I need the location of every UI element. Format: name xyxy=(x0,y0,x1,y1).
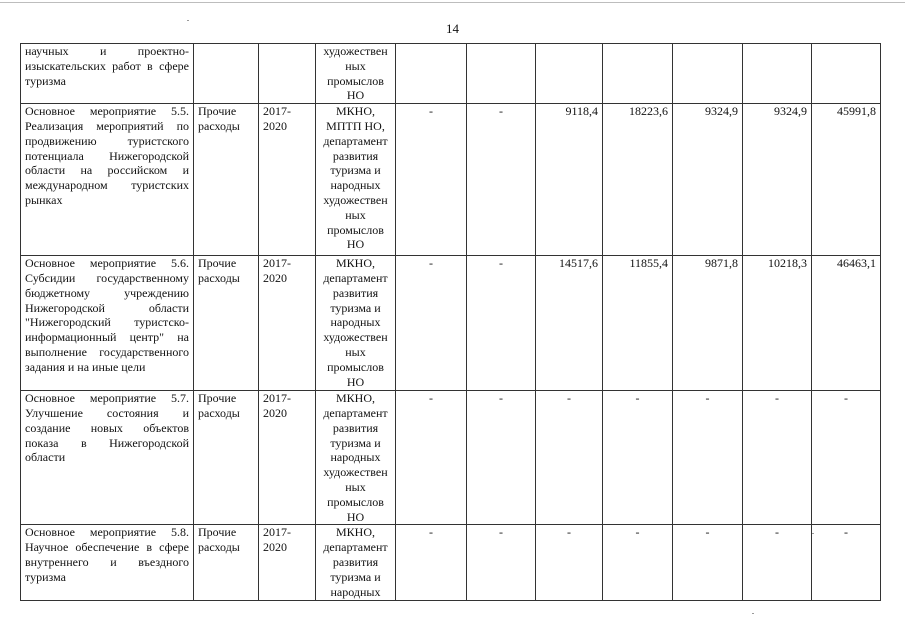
value-cell: - xyxy=(603,525,673,601)
value-cell: 45991,8 xyxy=(812,104,881,256)
value-cell: - xyxy=(603,391,673,525)
value-cell: 9324,9 xyxy=(743,104,812,256)
expense-type-cell: Прочие расходы xyxy=(194,104,259,256)
value-cell: - xyxy=(743,391,812,525)
activity-name-cell: научных и проектно-изыскательских работ в сфере туризма xyxy=(21,44,194,104)
value-cell: 14517,6 xyxy=(536,256,603,391)
value-cell: 9118,4 xyxy=(536,104,603,256)
value-cell: - xyxy=(673,525,743,601)
period-cell xyxy=(259,44,316,104)
scan-top-edge-line xyxy=(0,2,905,3)
value-cell: - xyxy=(467,525,536,601)
value-cell xyxy=(536,44,603,104)
value-cell: - xyxy=(812,525,881,601)
value-cell: 46463,1 xyxy=(812,256,881,391)
value-cell: - xyxy=(812,391,881,525)
value-cell xyxy=(673,44,743,104)
value-cell xyxy=(467,44,536,104)
executor-cell: МКНО, департамент развития туризма и народных художествен ных промыслов НО xyxy=(316,256,396,391)
value-cell: - xyxy=(396,104,467,256)
value-cell: - xyxy=(396,391,467,525)
value-cell: 11855,4 xyxy=(603,256,673,391)
period-cell: 2017-2020 xyxy=(259,256,316,391)
value-cell: - xyxy=(467,256,536,391)
table-row xyxy=(21,44,881,104)
value-cell: - xyxy=(396,256,467,391)
scan-speck xyxy=(812,533,814,534)
value-cell: - xyxy=(467,104,536,256)
value-cell: - xyxy=(396,525,467,601)
activity-name-cell: Основное мероприятие 5.6. Субсидии государственному бюджетному учреждению Нижегородской области "Нижегородский туристско-информационный центр" на выполнение государственного задания и на иные цели xyxy=(21,256,194,391)
executor-cell: художествен ных промыслов НО xyxy=(316,44,396,104)
activity-name-cell: Основное мероприятие 5.7. Улучшение состояния и создание новых объектов показа в Нижегородской области xyxy=(21,391,194,525)
value-cell: - xyxy=(536,391,603,525)
value-cell: 10218,3 xyxy=(743,256,812,391)
value-cell: 9871,8 xyxy=(673,256,743,391)
expense-type-cell xyxy=(194,44,259,104)
executor-cell: МКНО, департамент развития туризма и народных художествен ных промыслов НО xyxy=(316,391,396,525)
budget-activities-table xyxy=(20,43,881,601)
value-cell: - xyxy=(743,525,812,601)
table-row xyxy=(21,256,881,391)
value-cell xyxy=(812,44,881,104)
activity-name-cell: Основное мероприятие 5.5. Реализация мероприятий по продвижению туристского потенциала Нижегородской области на российском и международном туристских рынках xyxy=(21,104,194,256)
value-cell xyxy=(743,44,812,104)
value-cell: 18223,6 xyxy=(603,104,673,256)
table-row xyxy=(21,391,881,525)
activity-name-cell: Основное мероприятие 5.8. Научное обеспечение в сфере внутреннего и въездного туризма xyxy=(21,525,194,601)
value-cell: 9324,9 xyxy=(673,104,743,256)
scan-speck xyxy=(752,613,754,614)
table-row xyxy=(21,525,881,601)
value-cell: - xyxy=(673,391,743,525)
value-cell: - xyxy=(536,525,603,601)
page-number: 14 xyxy=(446,21,459,36)
period-cell: 2017-2020 xyxy=(259,391,316,525)
period-cell: 2017-2020 xyxy=(259,525,316,601)
value-cell: - xyxy=(467,391,536,525)
executor-cell: МКНО, департамент развития туризма и народных xyxy=(316,525,396,601)
value-cell xyxy=(396,44,467,104)
value-cell xyxy=(603,44,673,104)
expense-type-cell: Прочие расходы xyxy=(194,525,259,601)
expense-type-cell: Прочие расходы xyxy=(194,256,259,391)
table-row xyxy=(21,104,881,256)
expense-type-cell: Прочие расходы xyxy=(194,391,259,525)
period-cell: 2017-2020 xyxy=(259,104,316,256)
scan-speck xyxy=(187,20,189,21)
executor-cell: МКНО, МПТП НО, департамент развития туризма и народных художествен ных промыслов НО xyxy=(316,104,396,256)
